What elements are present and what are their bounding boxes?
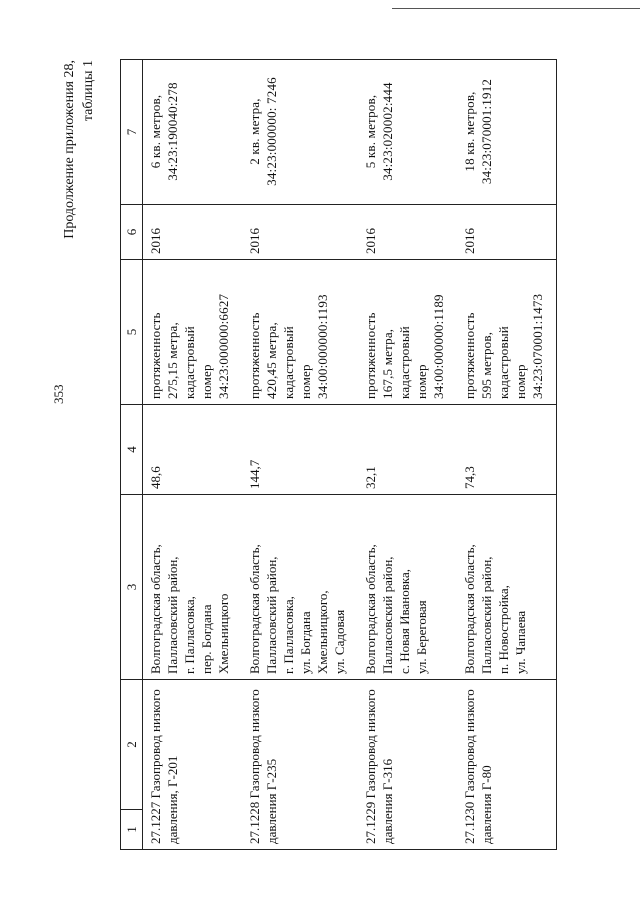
object-details: протяженность 275,15 метра, кадастровый номер 34:23:000000:6627 — [143, 260, 243, 405]
object-name: Газопровод низкого давления Г-316 — [363, 689, 395, 844]
row-id: 27.1228 — [247, 801, 262, 844]
object-name: Газопровод низкого давления Г-80 — [462, 689, 494, 844]
column-header: 4 — [121, 405, 143, 495]
object-details: протяженность 420,45 метра, кадастровый номер 34:00:000000:1193 — [242, 260, 358, 405]
object-details: протяженность 167,5 метра, кадастровый номер 34:00:000000:1189 — [358, 260, 457, 405]
row-id-and-name — [242, 680, 358, 850]
row-id: 27.1230 — [462, 801, 477, 844]
column-header: 5 — [121, 260, 143, 405]
row-id: 27.1229 — [363, 801, 378, 844]
row-id-and-name — [457, 680, 557, 850]
object-address: Волгоградская область, Палласовский район, с. Новая Ивановка, ул. Береговая — [358, 495, 457, 680]
object-value: 48,6 — [143, 405, 243, 495]
object-name: Газопровод низкого давления Г-235 — [247, 689, 279, 844]
top-border-line — [392, 8, 640, 9]
object-year: 2016 — [242, 205, 358, 260]
land-plot: 5 кв. метров, 34:23:020002:444 — [358, 60, 457, 205]
object-address: Волгоградская область, Палласовский район, г. Палласовка, пер. Богдана Хмельницкого — [143, 495, 243, 680]
column-header: 3 — [121, 495, 143, 680]
property-table — [120, 59, 557, 850]
row-id-and-name — [143, 680, 243, 850]
table-header-row — [121, 60, 143, 850]
column-header: 1 — [121, 810, 143, 850]
continuation-title: Продолжение приложения 28, таблицы 1 — [62, 60, 96, 239]
object-name: Газопровод низкого давления, Г-201 — [148, 689, 180, 844]
column-header: 7 — [121, 60, 143, 205]
object-value: 144,7 — [242, 405, 358, 495]
table-row — [242, 60, 358, 850]
land-plot: 2 кв. метра, 34:23:000000: 7246 — [242, 60, 358, 205]
page-number: 353 — [51, 384, 66, 404]
land-plot: 18 кв. метров, 34:23:070001:1912 — [457, 60, 557, 205]
object-year: 2016 — [457, 205, 557, 260]
row-id: 27.1227 — [148, 801, 163, 844]
object-address: Волгоградская область, Палласовский район, г. Палласовка, ул. Богдана Хмельницкого, ул. Садовая — [242, 495, 358, 680]
row-id-and-name — [358, 680, 457, 850]
object-details: протяженность 595 метров, кадастровый номер 34:23:070001:1473 — [457, 260, 557, 405]
land-plot: 6 кв. метров, 34:23:190040:278 — [143, 60, 243, 205]
column-header: 6 — [121, 205, 143, 260]
table-row — [358, 60, 457, 850]
table-row — [143, 60, 243, 850]
object-address: Волгоградская область, Палласовский район, п. Новостройка, ул. Чапаева — [457, 495, 557, 680]
object-value: 74,3 — [457, 405, 557, 495]
object-value: 32,1 — [358, 405, 457, 495]
object-year: 2016 — [358, 205, 457, 260]
object-year: 2016 — [143, 205, 243, 260]
rotated-document-page — [51, 60, 545, 850]
column-header: 2 — [121, 680, 143, 810]
table-row — [457, 60, 557, 850]
